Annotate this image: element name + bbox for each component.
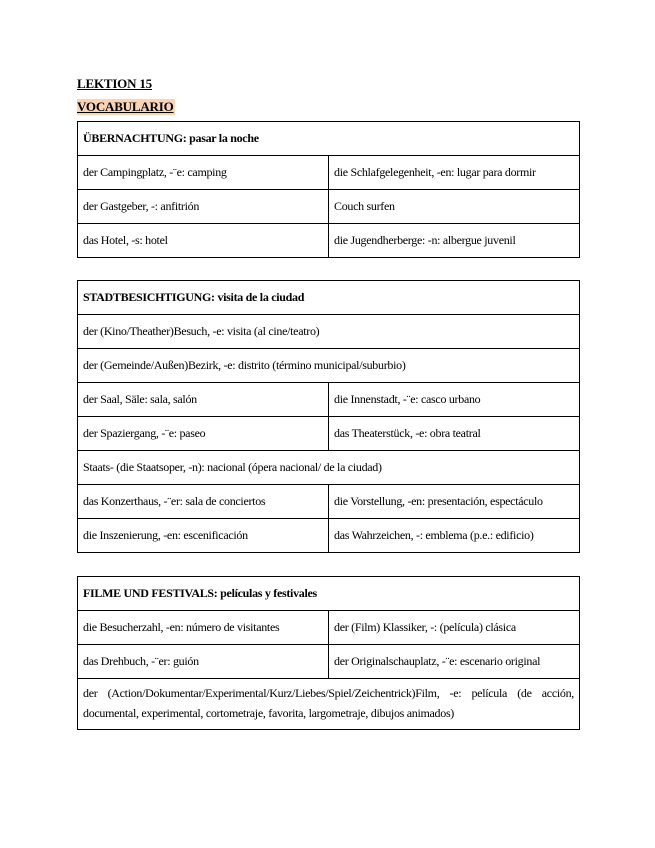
- table-row: [78, 679, 580, 730]
- table-header: STADTBESICHTIGUNG: visita de la ciudad: [78, 281, 580, 315]
- table-row: [78, 190, 580, 224]
- table-row: [78, 224, 580, 258]
- table-row: [78, 349, 580, 383]
- table-row: [78, 611, 580, 645]
- lesson-title: LEKTION 15: [77, 76, 152, 91]
- table-header: ÜBERNACHTUNG: pasar la noche: [78, 122, 580, 156]
- table-cell: der (Action/Dokumentar/Experimental/Kurz/Liebes/Spiel/Zeichentrick)Film, -e: película (de acción, documental, experimental, cortometraje, favorita, largometraje, dibujos animados): [78, 679, 580, 730]
- table-cell: das Wahrzeichen, -: emblema (p.e.: edificio): [329, 519, 580, 553]
- vocab-table-stadtbesichtigung: [77, 280, 580, 553]
- table-cell: der Gastgeber, -: anfitrión: [78, 190, 329, 224]
- table-cell: der Spaziergang, -¨e: paseo: [78, 417, 329, 451]
- table-cell: das Theaterstück, -e: obra teatral: [329, 417, 580, 451]
- table-cell: die Inszenierung, -en: escenificación: [78, 519, 329, 553]
- table-cell: das Konzerthaus, -¨er: sala de conciertos: [78, 485, 329, 519]
- table-row: [78, 451, 580, 485]
- table-cell: die Innenstadt, -¨e: casco urbano: [329, 383, 580, 417]
- table-cell: Couch surfen: [329, 190, 580, 224]
- table-row: [78, 645, 580, 679]
- table-cell: der Campingplatz, -¨e: camping: [78, 156, 329, 190]
- table-header-row: [78, 122, 580, 156]
- table-cell: die Vorstellung, -en: presentación, espectáculo: [329, 485, 580, 519]
- table-cell: der (Gemeinde/Außen)Bezirk, -e: distrito (término municipal/suburbio): [78, 349, 580, 383]
- table-row: [78, 383, 580, 417]
- table-cell: die Jugendherberge: -n: albergue juvenil: [329, 224, 580, 258]
- table-row: [78, 417, 580, 451]
- table-header-row: [78, 577, 580, 611]
- table-row: [78, 485, 580, 519]
- table-cell: der Saal, Säle: sala, salón: [78, 383, 329, 417]
- table-cell: das Hotel, -s: hotel: [78, 224, 329, 258]
- table-cell: der (Kino/Theather)Besuch, -e: visita (al cine/teatro): [78, 315, 580, 349]
- section-title: VOCABULARIO: [77, 99, 174, 114]
- table-cell: das Drehbuch, -¨er: guión: [78, 645, 329, 679]
- table-row: [78, 156, 580, 190]
- table-cell: der (Film) Klassiker, -: (película) clásica: [329, 611, 580, 645]
- table-row: [78, 519, 580, 553]
- table-cell: der Originalschauplatz, -¨e: escenario original: [329, 645, 580, 679]
- table-header-row: [78, 281, 580, 315]
- vocab-table-filme-und-festivals: [77, 576, 580, 730]
- vocab-table-ubernachtung: [77, 121, 580, 258]
- table-header: FILME UND FESTIVALS: películas y festivales: [78, 577, 580, 611]
- table-row: [78, 315, 580, 349]
- table-cell: die Besucherzahl, -en: número de visitantes: [78, 611, 329, 645]
- table-cell: Staats- (die Staatsoper, -n): nacional (ópera nacional/ de la ciudad): [78, 451, 580, 485]
- table-cell: die Schlafgelegenheit, -en: lugar para dormir: [329, 156, 580, 190]
